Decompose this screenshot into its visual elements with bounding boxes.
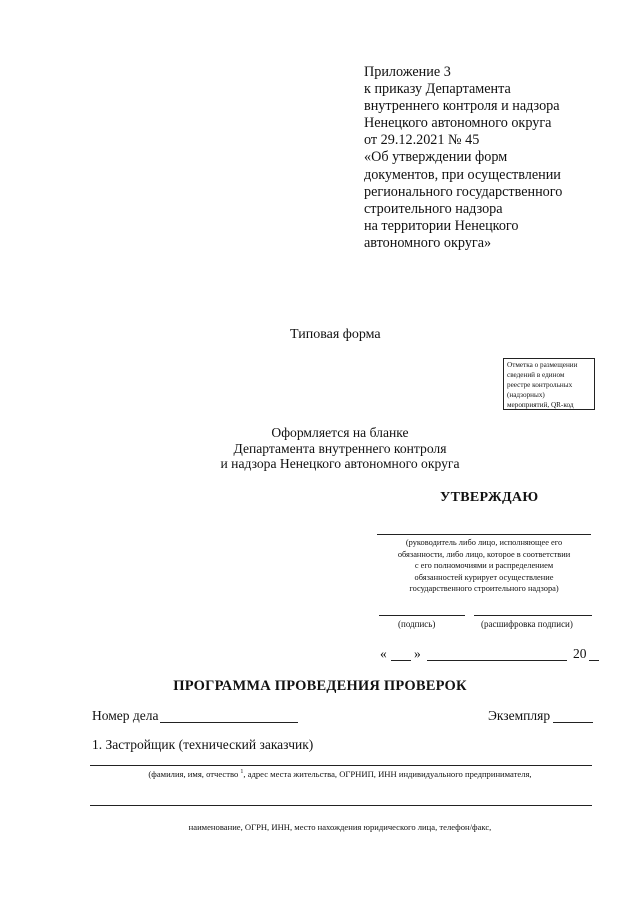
qr-box-line: сведений в едином bbox=[507, 371, 565, 379]
appendix-line: автономного округа» bbox=[364, 234, 492, 251]
appendix-line: к приказу Департамента bbox=[364, 81, 511, 98]
case-number-label: Номер дела bbox=[92, 708, 159, 723]
letterhead-line: Департамента внутреннего контроля bbox=[233, 440, 447, 456]
appendix-line: документов, при осуществлении bbox=[364, 166, 561, 183]
developer-person-line bbox=[90, 765, 592, 766]
head-note-line: обязанности, либо лицо, которое в соответствии bbox=[397, 549, 571, 559]
appendix-line: строительного надзора bbox=[364, 200, 503, 217]
signature-line bbox=[379, 615, 465, 616]
qr-box-line: мероприятий, QR-код bbox=[507, 401, 574, 409]
person-note-after: , адрес места жительства, ОГРНИП, ИНН индивидуального предпринимателя, bbox=[243, 769, 532, 779]
approve-heading: УТВЕРЖДАЮ bbox=[440, 490, 539, 505]
decode-line bbox=[474, 615, 592, 616]
date-month-line bbox=[427, 660, 567, 661]
date-quote-close: » bbox=[414, 646, 421, 661]
head-note-line: с его полномочиями и распределением bbox=[414, 561, 554, 571]
appendix-header bbox=[364, 64, 624, 252]
head-note-line: обязанностей курирует осуществление bbox=[414, 572, 554, 582]
appendix-line: «Об утверждении форм bbox=[364, 149, 508, 166]
head-note-line: (руководитель либо лицо, исполняющее его bbox=[405, 538, 563, 547]
date-day-line bbox=[391, 660, 411, 661]
date-year-line bbox=[589, 660, 599, 661]
person-note bbox=[0, 769, 640, 779]
appendix-line: на территории Ненецкого bbox=[364, 217, 519, 234]
appendix-line: от 29.12.2021 № 45 bbox=[364, 132, 480, 149]
letterhead-line: и надзора Ненецкого автономного округа bbox=[220, 456, 460, 471]
appendix-line: Ненецкого автономного округа bbox=[364, 115, 552, 132]
qr-box-line: реестре контрольных bbox=[507, 381, 573, 389]
org-note: наименование, ОГРН, ИНН, место нахождения юридического лица, телефон/факс, bbox=[188, 822, 492, 832]
developer-org-line bbox=[90, 805, 592, 806]
person-note-before: (фамилия, имя, отчество bbox=[148, 769, 241, 779]
signature-label: (подпись) bbox=[398, 619, 436, 629]
case-number-line bbox=[160, 722, 298, 723]
appendix-line: регионального государственного bbox=[364, 183, 563, 200]
qr-code-box bbox=[503, 358, 595, 410]
developer-label: 1. Застройщик (технический заказчик) bbox=[92, 737, 314, 752]
decode-label: (расшифровка подписи) bbox=[481, 619, 573, 629]
footnote-marker: 1 bbox=[240, 769, 244, 776]
head-signature-line bbox=[377, 534, 591, 535]
qr-box-line: Отметка о размещении bbox=[507, 361, 578, 369]
date-year-prefix: 20 bbox=[573, 646, 587, 661]
head-note bbox=[378, 537, 590, 595]
qr-box-line: (надзорных) bbox=[507, 391, 545, 399]
letterhead-note bbox=[180, 425, 500, 472]
copy-label: Экземпляр bbox=[488, 708, 551, 723]
copy-line bbox=[553, 722, 593, 723]
letterhead-line: Оформляется на бланке bbox=[271, 425, 409, 440]
date-quote-open: « bbox=[380, 646, 387, 661]
program-title: ПРОГРАММА ПРОВЕДЕНИЯ ПРОВЕРОК bbox=[173, 678, 467, 694]
head-note-line: государственного строительного надзора) bbox=[409, 584, 559, 594]
appendix-line: внутреннего контроля и надзора bbox=[364, 98, 560, 115]
form-type-label: Типовая форма bbox=[290, 327, 381, 342]
appendix-line: Приложение 3 bbox=[364, 64, 451, 80]
